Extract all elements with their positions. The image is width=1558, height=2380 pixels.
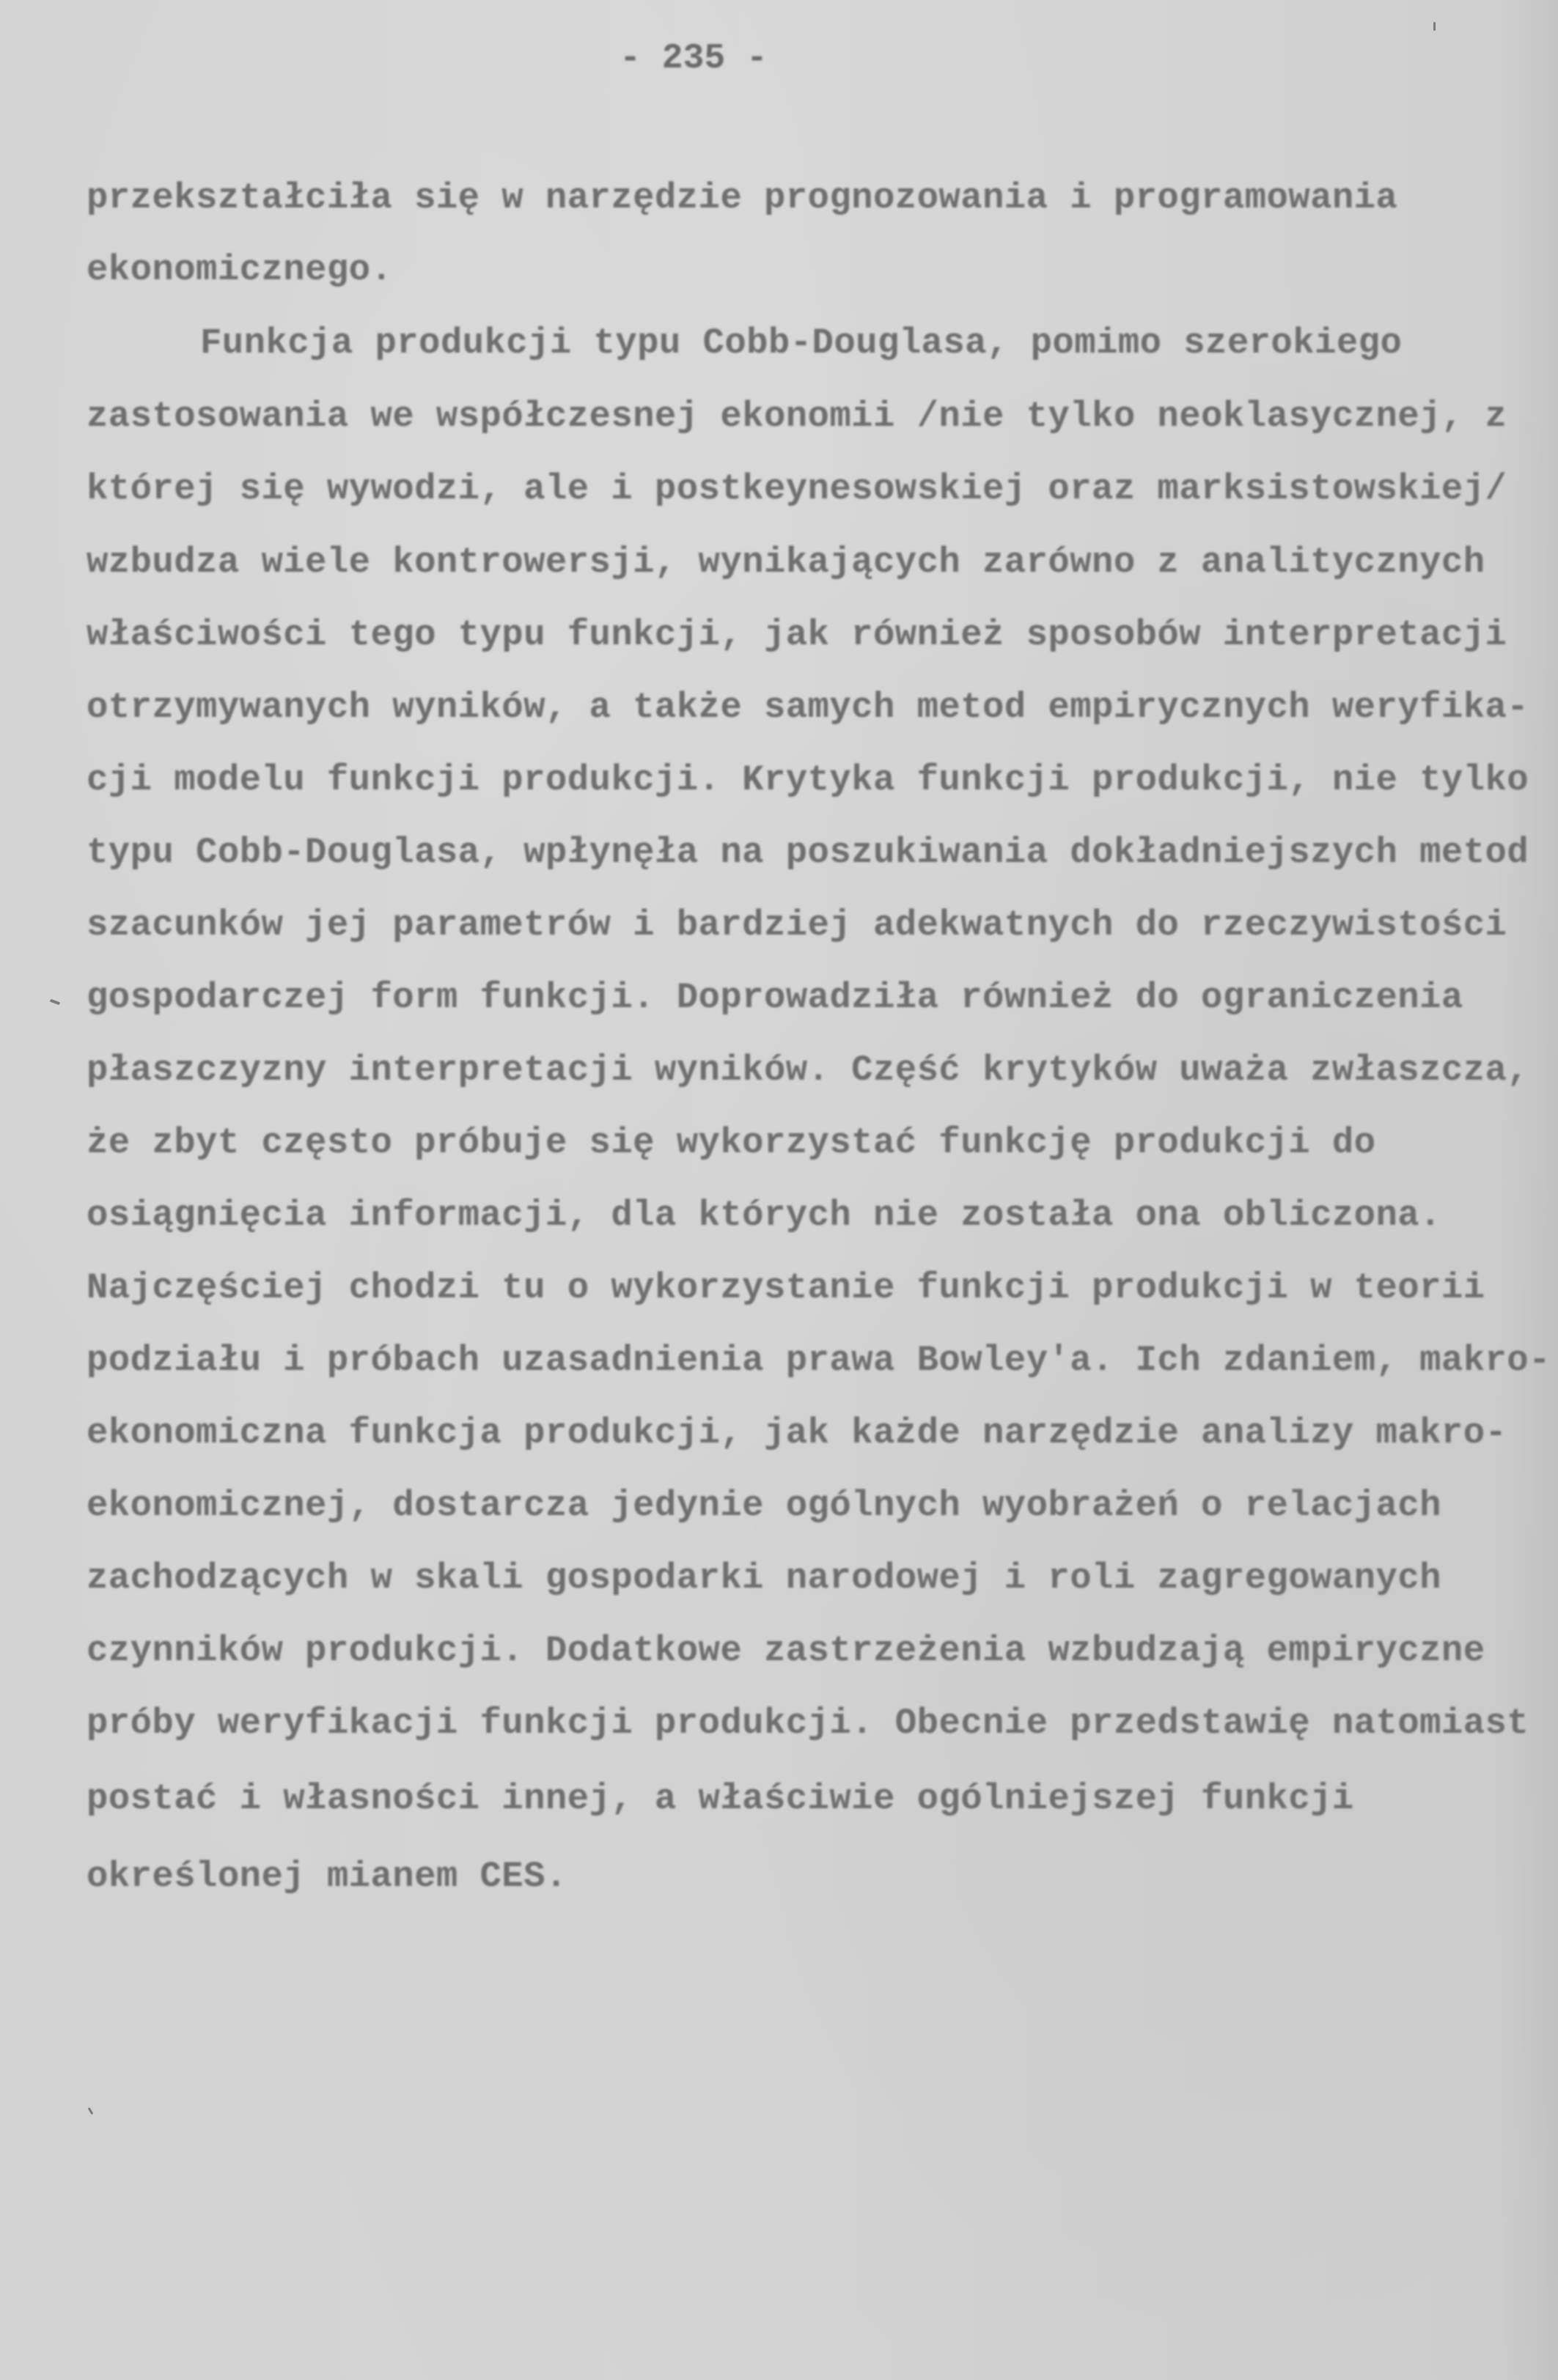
text-line: przekształciła się w narzędzie prognozowania i programowania xyxy=(87,177,1398,218)
paper-speck xyxy=(50,999,61,1006)
text-line: szacunków jej parametrów i bardziej adekwatnych do rzeczywistości xyxy=(87,905,1507,946)
text-line: właściwości tego typu funkcji, jak również sposobów interpretacji xyxy=(87,614,1507,655)
paper-speck xyxy=(88,2107,94,2115)
text-line: osiągnięcia informacji, dla których nie została ona obliczona. xyxy=(87,1195,1441,1236)
text-line: zastosowania we współczesnej ekonomii /nie tylko neoklasycznej, z xyxy=(87,396,1507,437)
text-line: podziału i próbach uzasadnienia prawa Bowley'a. Ich zdaniem, makro- xyxy=(87,1340,1551,1381)
page-number: - 235 - xyxy=(620,39,768,78)
paragraph-first-line: Funkcja produkcji typu Cobb-Douglasa, pomimo szerokiego xyxy=(200,323,1403,364)
text-line: wzbudza wiele kontrowersji, wynikających zarówno z analitycznych xyxy=(87,542,1485,583)
text-line: Najczęściej chodzi tu o wykorzystanie funkcji produkcji w teorii xyxy=(87,1267,1485,1308)
text-line: określonej mianem CES. xyxy=(87,1856,567,1897)
text-line: czynników produkcji. Dodatkowe zastrzeżenia wzbudzają empiryczne xyxy=(87,1630,1485,1671)
text-line: że zbyt często próbuje się wykorzystać funkcję produkcji do xyxy=(87,1122,1376,1163)
text-line: ekonomicznej, dostarcza jedynie ogólnych wyobrażeń o relacjach xyxy=(87,1485,1441,1526)
text-line: otrzymywanych wyników, a także samych metod empirycznych weryfika- xyxy=(87,687,1529,728)
paper-speck xyxy=(1433,22,1436,31)
text-line: postać i własności innej, a właściwie ogólniejszej funkcji xyxy=(87,1778,1354,1819)
text-line: typu Cobb-Douglasa, wpłynęła na poszukiwania dokładniejszych metod xyxy=(87,832,1529,873)
text-line: której się wywodzi, ale i postkeynesowskiej oraz marksistowskiej/ xyxy=(87,468,1507,509)
text-line: próby weryfikacji funkcji produkcji. Obecnie przedstawię natomiast xyxy=(87,1703,1529,1744)
text-line: cji modelu funkcji produkcji. Krytyka funkcji produkcji, nie tylko xyxy=(87,759,1529,800)
text-line: ekonomiczna funkcja produkcji, jak każde narzędzie analizy makro- xyxy=(87,1412,1507,1454)
text-line: gospodarczej form funkcji. Doprowadziła również do ograniczenia xyxy=(87,977,1463,1018)
text-line: płaszczyzny interpretacji wyników. Część krytyków uważa zwłaszcza, xyxy=(87,1050,1529,1091)
text-line: zachodzących w skali gospodarki narodowej i roli zagregowanych xyxy=(87,1558,1441,1599)
text-line: ekonomicznego. xyxy=(87,249,393,290)
